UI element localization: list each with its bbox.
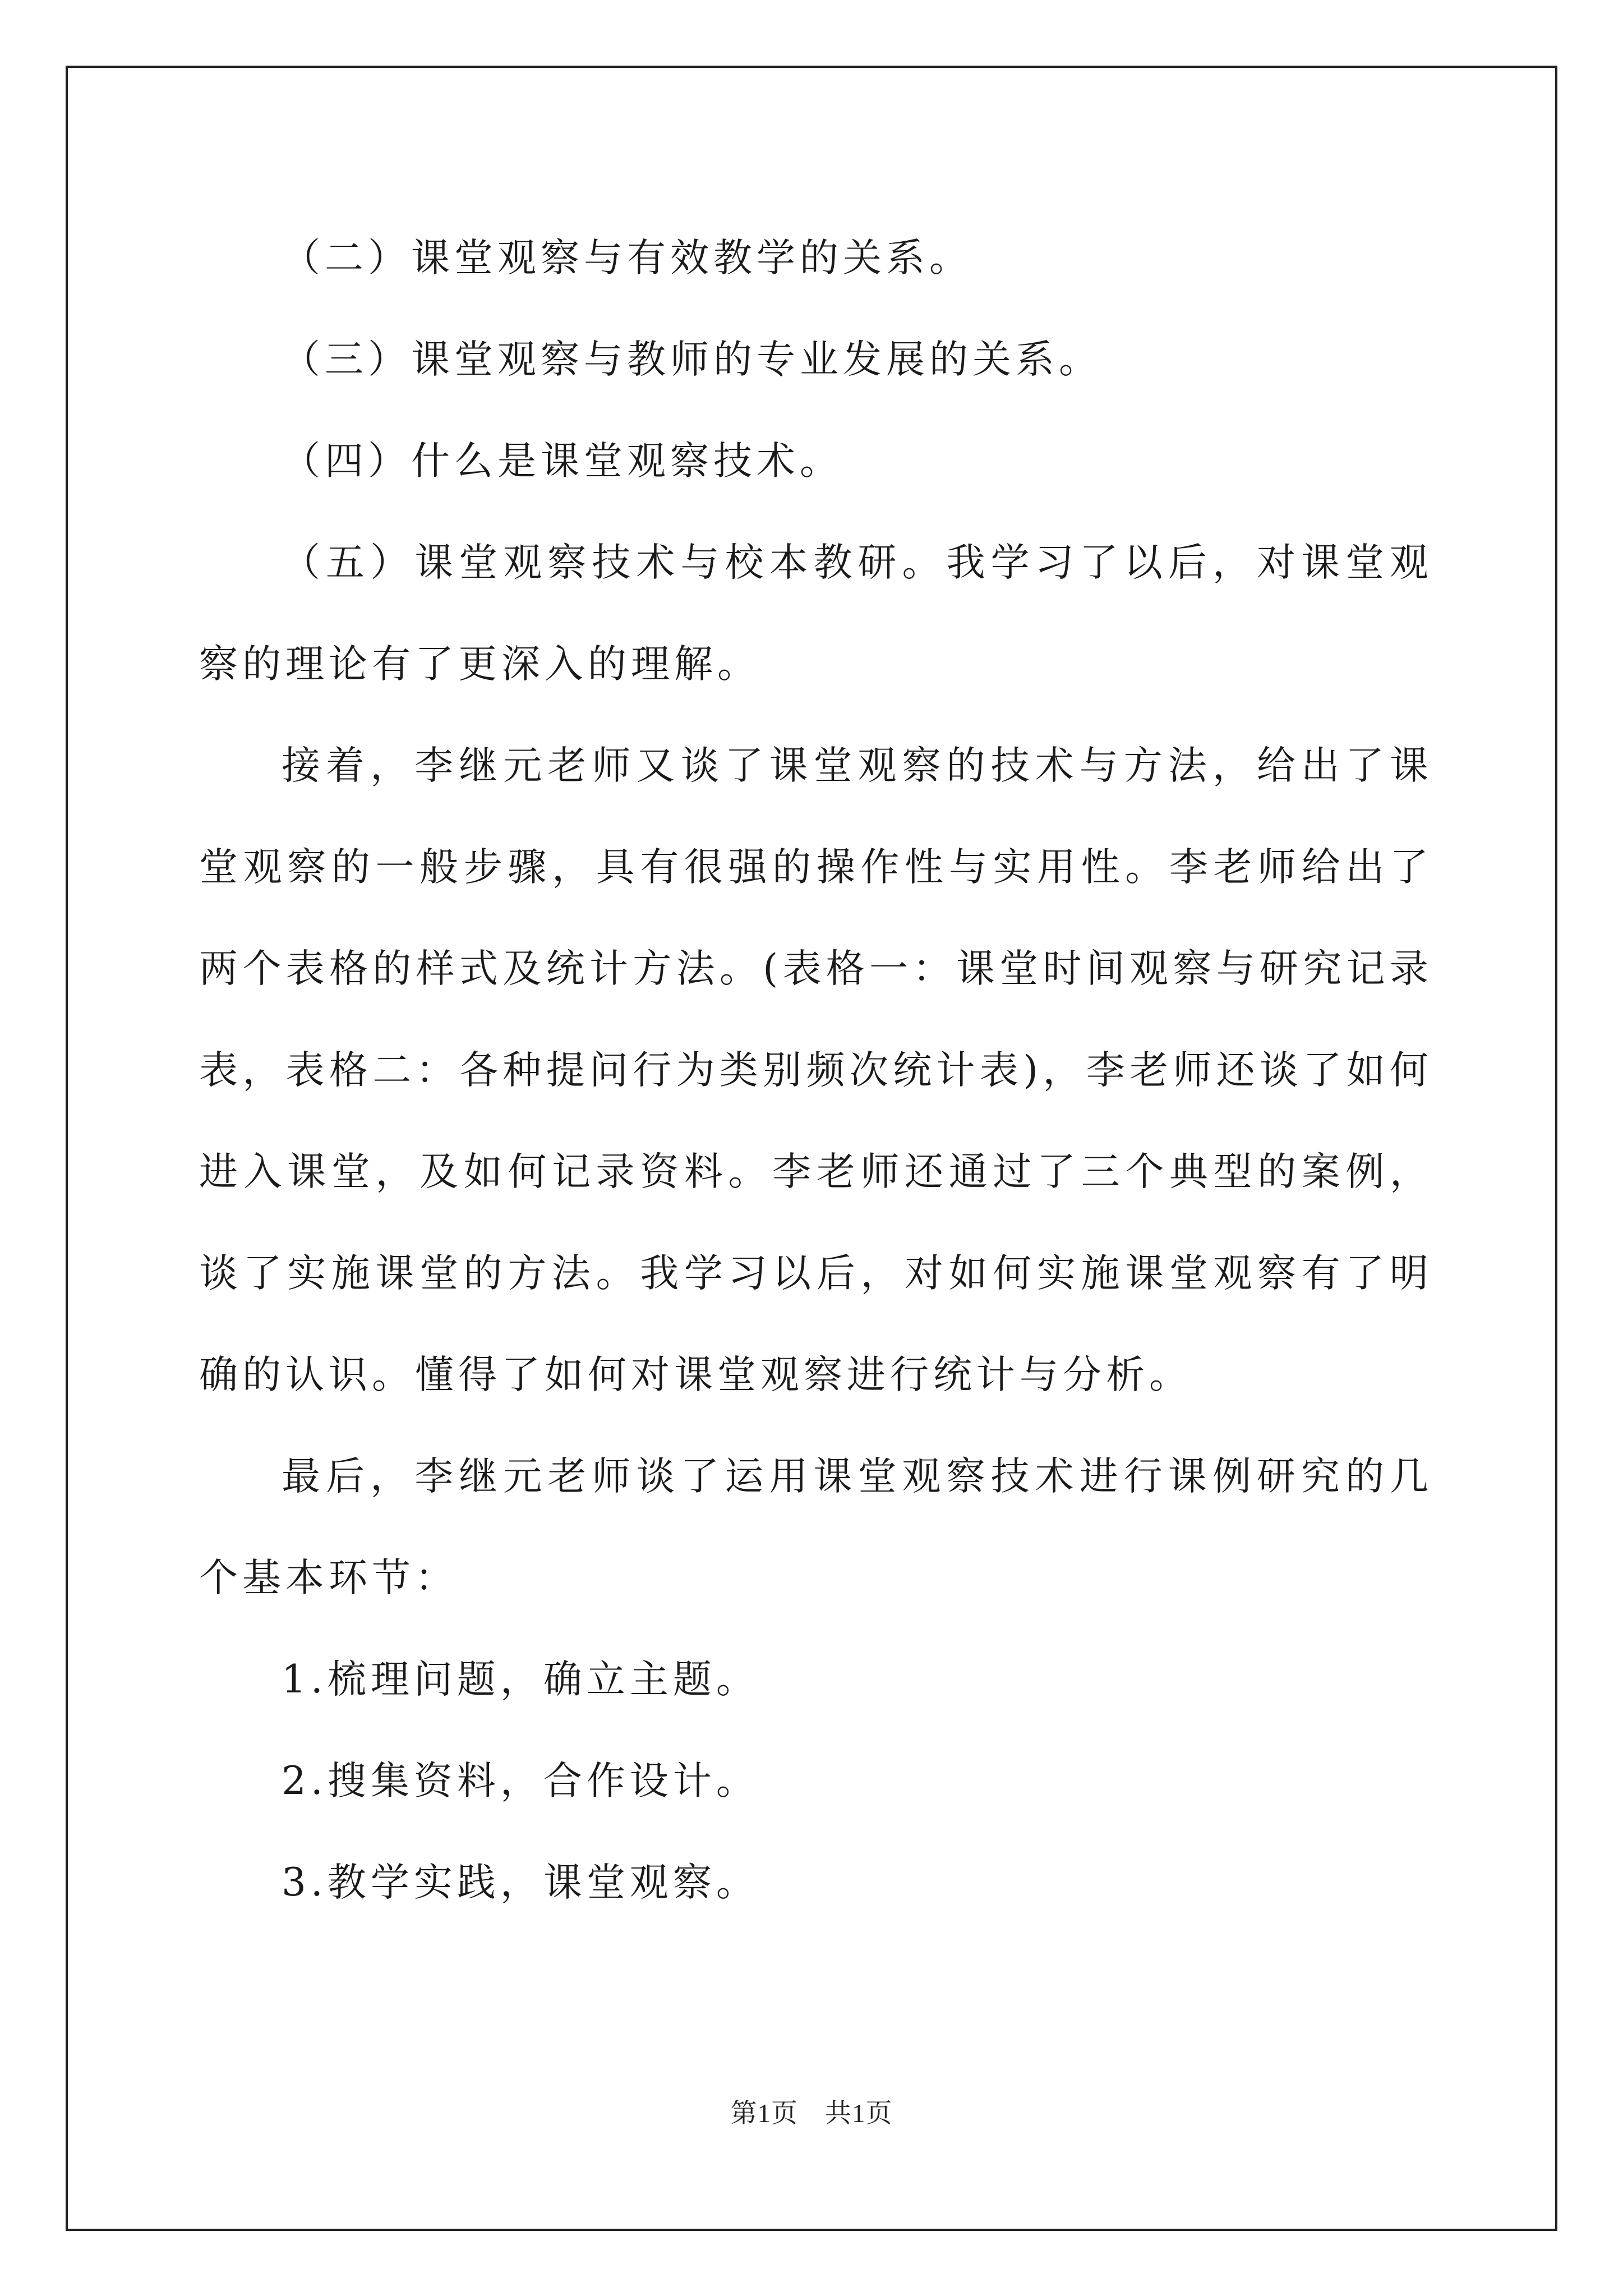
page-number-footer: 第1页 共1页 — [730, 2099, 893, 2128]
paragraph-section-2: （二）课堂观察与有效教学的关系。 — [282, 236, 972, 280]
list-item-step-3: 3.教学实践，课堂观察。 — [282, 1860, 759, 1905]
paragraph-conclusion: 最后，李继元老师谈了运用课堂观察技术进行课例研究的几个基本环节： — [199, 1454, 1433, 1600]
paragraph-section-4: （四）什么是课堂观察技术。 — [282, 439, 843, 484]
list-item-step-2: 2.搜集资料，合作设计。 — [282, 1759, 759, 1803]
paragraph-section-3: （三）课堂观察与教师的专业发展的关系。 — [282, 337, 1102, 382]
paragraph-section-5: （五）课堂观察技术与校本教研。我学习了以后，对课堂观察的理论有了更深入的理解。 — [199, 540, 1433, 687]
document-body — [199, 208, 1433, 1934]
paragraph-methods: 接着，李继元老师又谈了课堂观察的技术与方法，给出了课堂观察的一般步骤，具有很强的操作性与实用性。李老师给出了两个表格的样式及统计方法。(表格一：课堂时间观察与研究记录表，表格二：各种提问行为类别频次统计表)，李老师还谈了如何进入课堂，及如何记录资料。李老师还通过了三个典型的案例，谈了实施课堂的方法。我学习以后，对如何实施课堂观察有了明确的认识。懂得了如何对课堂观察进行统计与分析。 — [199, 743, 1433, 1397]
list-item-step-1: 1.梳理问题，确立主题。 — [282, 1657, 759, 1702]
